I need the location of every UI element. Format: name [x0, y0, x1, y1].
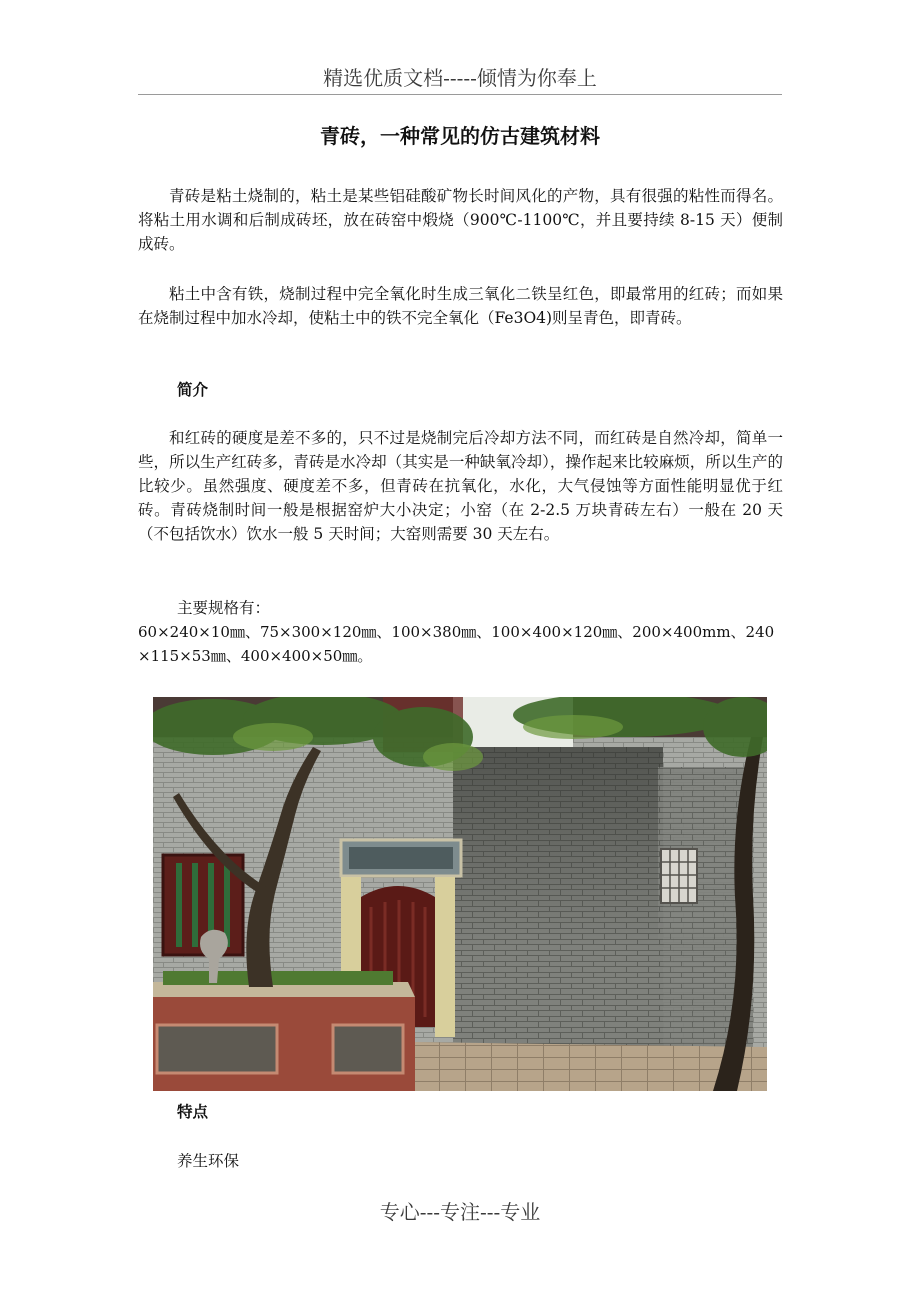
specs-list: 60×240×10㎜、75×300×120㎜、100×380㎜、100×400×120㎜、200×400mm、240×115×53㎜、400×400×50㎜。 — [138, 623, 775, 665]
page-footer: 专心---专注---专业 — [379, 1200, 541, 1224]
section-heading-features: 特点 — [177, 1103, 209, 1121]
specs-label: 主要规格有： — [177, 599, 271, 617]
page-header: 精选优质文档-----倾情为你奉上 — [138, 62, 782, 95]
document-title: 青砖，一种常见的仿古建筑材料 — [320, 124, 600, 148]
courtyard-brick-photo — [153, 697, 767, 1091]
paragraph-iron-oxide: 粘土中含有铁，烧制过程中完全氧化时生成三氧化二铁呈红色，即最常用的红砖；而如果在烧制过程中加水冷却，使粘土中的铁不完全氧化（Fe3O4)则呈青色，即青砖。 — [138, 285, 783, 327]
section-heading-intro: 简介 — [177, 381, 209, 399]
paragraph-hardness: 和红砖的硬度是差不多的，只不过是烧制完后冷却方法不同，而红砖是自然冷却，简单一些，所以生产红砖多，青砖是水冷却（其实是一种缺氧冷却），操作起来比较麻烦，所以生产的比较少。虽然强度、硬度差不多，但青砖在抗氧化，水化，大气侵蚀等方面性能明显优于红砖。青砖烧制时间一般是根据窑炉大小决定；小窑（在 2-2.5 万块青砖左右）一般在 20 天（不包括饮水）饮水一般 5 天时间；大窑则需要 30 天左右。 — [138, 429, 783, 543]
paragraph-clay: 青砖是粘土烧制的，粘土是某些铝硅酸矿物长时间风化的产物，具有很强的粘性而得名。将粘土用水调和后制成砖坯，放在砖窑中煅烧（900℃-1100℃，并且要持续 8-15 天）便制成砖。 — [138, 187, 783, 253]
feature-eco: 养生环保 — [177, 1152, 240, 1170]
